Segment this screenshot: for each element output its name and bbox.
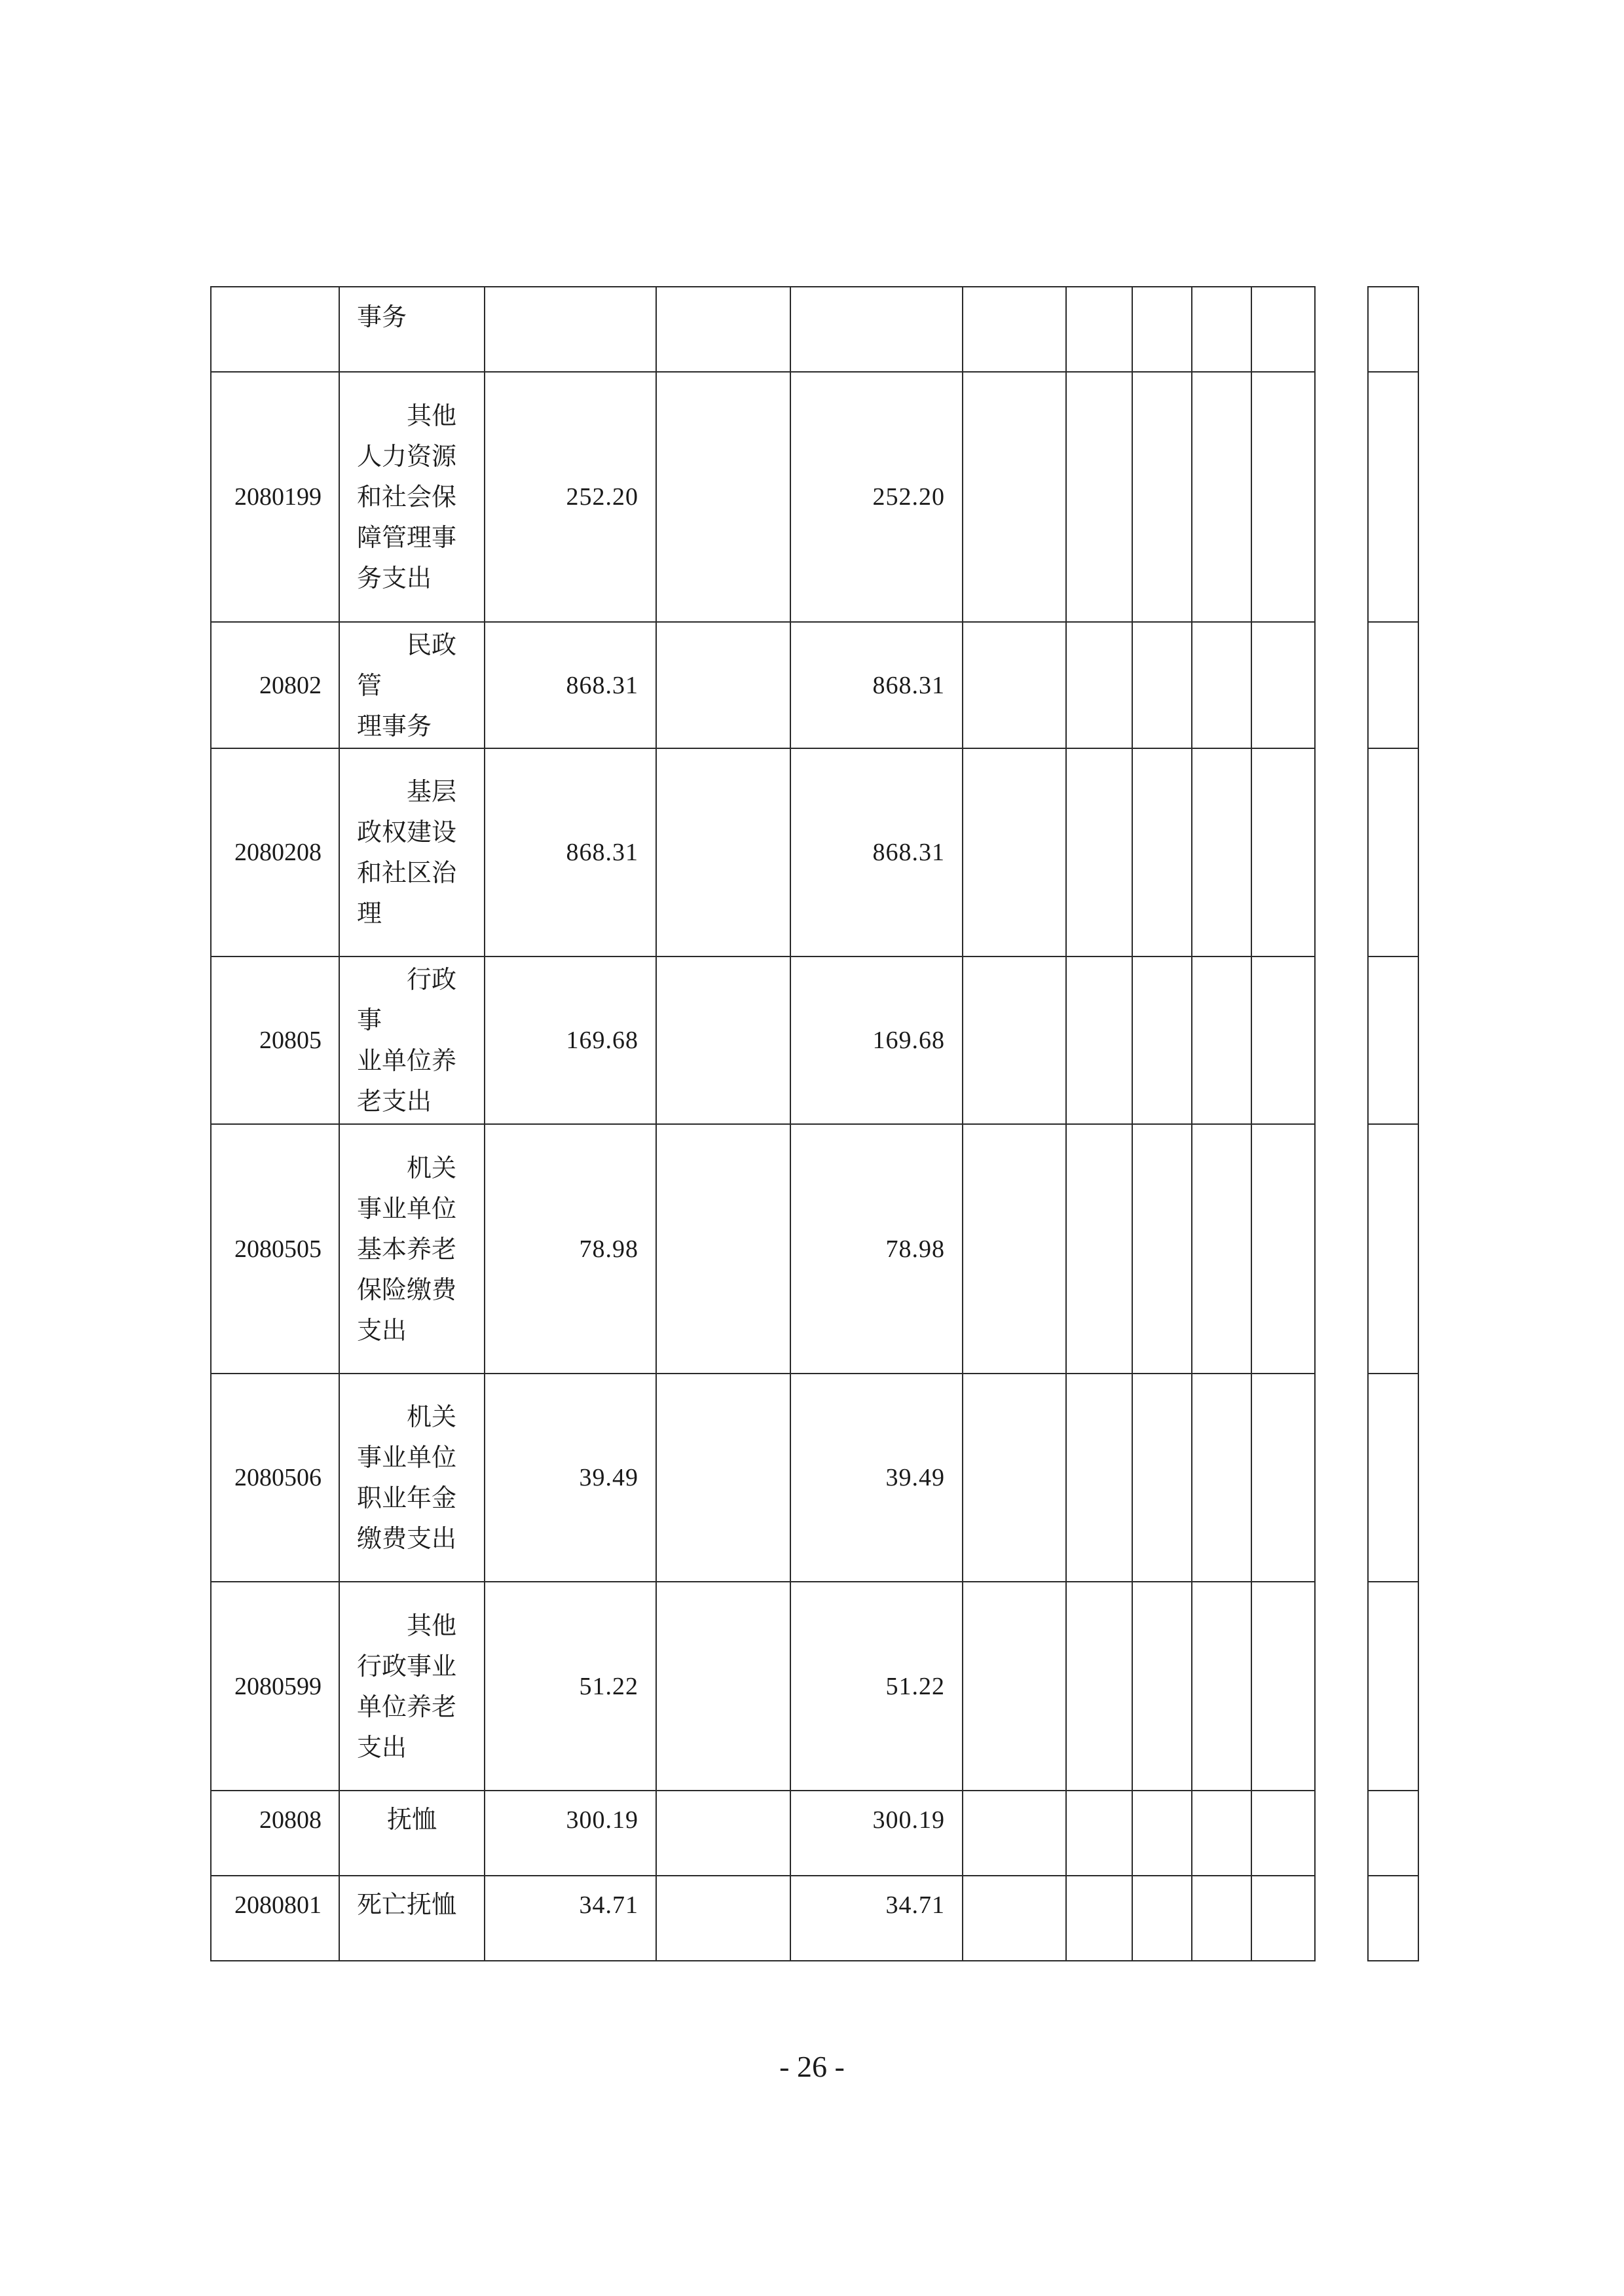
empty-cell [1315,957,1368,1124]
empty-cell [1368,1876,1418,1961]
empty-cell [1251,1374,1315,1582]
empty-cell [1066,1124,1132,1374]
row-value-col2 [656,748,790,957]
empty-cell [1251,1791,1315,1876]
empty-cell [1066,287,1132,372]
empty-cell [1066,622,1132,748]
empty-cell [1192,287,1251,372]
row-value-col3: 169.68 [790,957,963,1124]
row-value-col2 [656,1876,790,1961]
row-value-col3: 78.98 [790,1124,963,1374]
empty-cell [1315,622,1368,748]
row-value-col3: 868.31 [790,748,963,957]
row-value-col1: 252.20 [485,372,656,622]
row-value-col3: 51.22 [790,1582,963,1791]
row-value-col1: 51.22 [485,1582,656,1791]
row-code: 2080505 [211,1124,339,1374]
empty-cell [963,287,1066,372]
empty-cell [1251,1124,1315,1374]
row-value-col1: 300.19 [485,1791,656,1876]
row-code: 2080208 [211,748,339,957]
empty-cell [1192,1791,1251,1876]
empty-cell [1066,1374,1132,1582]
empty-cell [1192,1876,1251,1961]
empty-cell [963,1582,1066,1791]
table-row [211,372,1418,622]
empty-cell [1315,1876,1368,1961]
table-row [211,1124,1418,1374]
empty-cell [963,372,1066,622]
empty-cell [1315,1374,1368,1582]
empty-cell [1368,1582,1418,1791]
empty-cell [1315,372,1368,622]
empty-cell [1192,372,1251,622]
row-value-col2 [656,372,790,622]
row-code: 20805 [211,957,339,1124]
row-value-col2 [656,1582,790,1791]
table-row [211,1582,1418,1791]
empty-cell [1066,1791,1132,1876]
page-number: - 26 - [779,2050,845,2083]
row-value-col1: 34.71 [485,1876,656,1961]
row-code [211,287,339,372]
empty-cell [1066,1582,1132,1791]
empty-cell [1251,1582,1315,1791]
row-code: 2080506 [211,1374,339,1582]
row-name: 基层 政权建设 和社区治 理 [339,748,485,957]
row-code: 2080199 [211,372,339,622]
empty-cell [963,1791,1066,1876]
row-name: 民政管 理事务 [339,622,485,748]
table-row [211,748,1418,957]
empty-cell [1192,622,1251,748]
row-value-col3: 34.71 [790,1876,963,1961]
empty-cell [1251,287,1315,372]
budget-table [210,286,1419,1961]
empty-cell [963,957,1066,1124]
empty-cell [1315,748,1368,957]
empty-cell [1315,1791,1368,1876]
empty-cell [1132,1791,1192,1876]
empty-cell [1315,1582,1368,1791]
row-value-col2 [656,1374,790,1582]
empty-cell [1066,748,1132,957]
empty-cell [1066,957,1132,1124]
empty-cell [1132,622,1192,748]
row-value-col3: 300.19 [790,1791,963,1876]
empty-cell [1192,1124,1251,1374]
row-value-col3: 252.20 [790,372,963,622]
row-value-col1: 169.68 [485,957,656,1124]
row-value-col1: 868.31 [485,748,656,957]
row-value-col2 [656,622,790,748]
empty-cell [1251,748,1315,957]
empty-cell [1132,748,1192,957]
row-name: 其他 行政事业 单位养老 支出 [339,1582,485,1791]
empty-cell [1192,748,1251,957]
empty-cell [963,748,1066,957]
empty-cell [1368,1791,1418,1876]
empty-cell [1132,1374,1192,1582]
empty-cell [1251,957,1315,1124]
empty-cell [1251,622,1315,748]
empty-cell [963,622,1066,748]
table-row [211,1791,1418,1876]
empty-cell [1132,287,1192,372]
table-row [211,1374,1418,1582]
row-name: 其他 人力资源 和社会保 障管理事 务支出 [339,372,485,622]
empty-cell [1315,1124,1368,1374]
row-name: 抚恤 [339,1791,485,1876]
empty-cell [1066,372,1132,622]
empty-cell [963,1374,1066,1582]
row-value-col2 [656,287,790,372]
empty-cell [1132,957,1192,1124]
row-value-col1: 39.49 [485,1374,656,1582]
row-code: 20808 [211,1791,339,1876]
table-row [211,957,1418,1124]
row-name: 死亡抚恤 [339,1876,485,1961]
row-name: 事务 [339,287,485,372]
empty-cell [1368,748,1418,957]
row-value-col2 [656,957,790,1124]
empty-cell [1192,957,1251,1124]
empty-cell [963,1876,1066,1961]
empty-cell [963,1124,1066,1374]
table-row [211,622,1418,748]
empty-cell [1315,287,1368,372]
table-row [211,1876,1418,1961]
row-code: 2080801 [211,1876,339,1961]
row-value-col1: 868.31 [485,622,656,748]
row-value-col1 [485,287,656,372]
empty-cell [1192,1582,1251,1791]
empty-cell [1066,1876,1132,1961]
empty-cell [1368,287,1418,372]
row-value-col3 [790,287,963,372]
empty-cell [1368,957,1418,1124]
row-value-col3: 868.31 [790,622,963,748]
row-code: 20802 [211,622,339,748]
empty-cell [1368,372,1418,622]
row-name: 行政事 业单位养 老支出 [339,957,485,1124]
row-value-col1: 78.98 [485,1124,656,1374]
empty-cell [1251,372,1315,622]
row-name: 机关 事业单位 职业年金 缴费支出 [339,1374,485,1582]
empty-cell [1192,1374,1251,1582]
empty-cell [1251,1876,1315,1961]
empty-cell [1132,372,1192,622]
empty-cell [1368,1374,1418,1582]
row-value-col2 [656,1791,790,1876]
row-name: 机关 事业单位 基本养老 保险缴费 支出 [339,1124,485,1374]
empty-cell [1368,622,1418,748]
empty-cell [1132,1124,1192,1374]
empty-cell [1132,1582,1192,1791]
row-code: 2080599 [211,1582,339,1791]
table-row [211,287,1418,372]
row-value-col2 [656,1124,790,1374]
empty-cell [1368,1124,1418,1374]
empty-cell [1132,1876,1192,1961]
row-value-col3: 39.49 [790,1374,963,1582]
